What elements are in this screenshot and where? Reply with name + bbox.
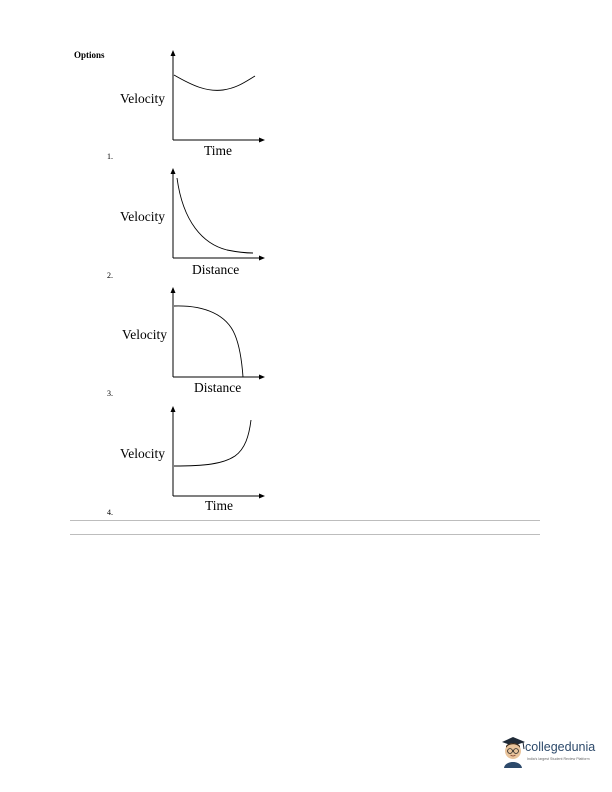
option-1-curve: [174, 75, 255, 90]
option-2-y-arrow: [171, 168, 176, 174]
option-1-y-arrow: [171, 50, 176, 56]
logo-wordmark: collegedunia: [525, 740, 596, 754]
option-4-y-arrow: [171, 406, 176, 412]
option-1-ylabel: Velocity: [120, 91, 165, 106]
option-3-curve: [174, 306, 243, 377]
option-2-ylabel: Velocity: [120, 209, 165, 224]
option-2-x-arrow: [259, 256, 265, 261]
option-3-ylabel: Velocity: [122, 327, 167, 342]
option-2-graph: [165, 166, 270, 266]
option-1-xlabel: Time: [204, 143, 233, 158]
option-1-number: 1.: [107, 152, 113, 161]
option-3-x-arrow: [259, 375, 265, 380]
option-3-number: 3.: [107, 389, 113, 398]
option-4-number: 4.: [107, 508, 113, 517]
option-2-number: 2.: [107, 271, 113, 280]
option-2-curve: [177, 178, 253, 253]
collegedunia-logo: [498, 734, 610, 774]
logo-tagline: India's largest Student Review Platform: [527, 757, 590, 761]
option-3-y-arrow: [171, 287, 176, 293]
option-1-graph: [165, 48, 270, 148]
option-2-xlabel: Distance: [192, 262, 240, 277]
option-4-graph: [165, 404, 270, 504]
option-3-graph: [165, 285, 270, 385]
option-4-ylabel: Velocity: [120, 446, 165, 461]
options-heading: Options: [74, 50, 105, 60]
divider-line-top: [70, 520, 540, 521]
option-4-xlabel: Time: [205, 498, 234, 513]
option-4-x-arrow: [259, 494, 265, 499]
mascot-icon: [498, 734, 528, 770]
option-3-xlabel: Distance: [194, 380, 242, 395]
option-1-x-arrow: [259, 138, 265, 143]
divider-line-bottom: [70, 534, 540, 535]
option-4-curve: [174, 420, 251, 466]
